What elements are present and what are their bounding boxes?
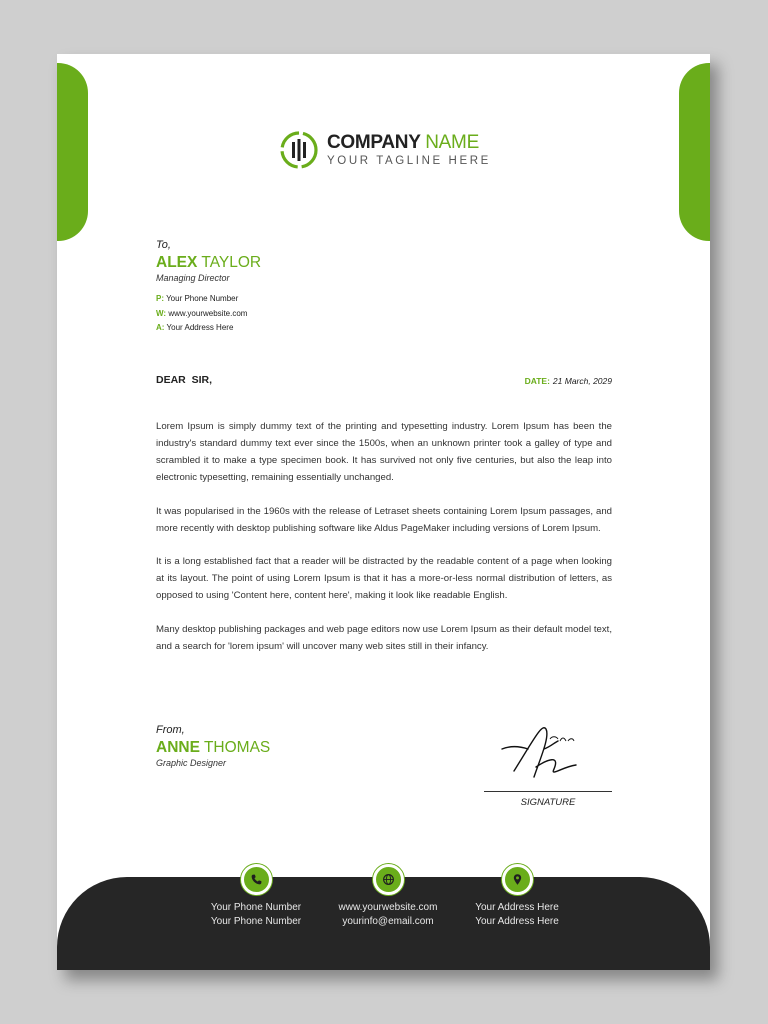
letter-body [156,418,612,671]
right-green-tab [679,63,710,241]
signature-label: SIGNATURE [520,797,576,808]
footer-phone-line2: Your Phone Number [210,915,302,927]
recipient-phone: P: Your Phone Number [156,294,239,303]
footer-address-line2: Your Address Here [475,915,559,927]
footer-phone [186,864,326,928]
body-paragraph: Lorem Ipsum is simply dummy text of the printing and typesetting industry. Lorem Ipsum has been the industry's standard dummy text ever since the 1500s, when an unknown printer took a galley of type and scrambled it to make a type specimen book. It has survived not only five centuries, but also the leap into electronic typesetting, remaining essentially unchanged. [156,421,612,483]
body-paragraph: It is a long established fact that a reader will be distracted by the readable content of a page when looking at its layout. The point of using Lorem Ipsum is that it has a more-or-less normal distribution of letters, as opposed to using 'Content here, content here', making it look like readable English. [156,556,612,601]
footer-website: www.yourwebsite.com [338,902,438,913]
phone-icon [241,864,272,895]
letter-date: DATE: 21 March, 2029 [524,376,612,386]
footer-phone-line1: Your Phone Number [210,902,302,913]
recipient-contact [156,292,261,336]
sender-block [156,724,270,768]
letterhead-sheet [57,54,710,970]
footer-web [318,864,458,928]
handwritten-signature [484,719,612,791]
recipient-address: A: Your Address Here [156,323,234,332]
bars-in-circle-logo-icon [279,130,319,170]
recipient-name: ALEX TAYLOR [156,254,262,271]
company-name: COMPANY NAME [327,131,479,153]
signature-block [484,719,612,808]
left-green-tab [57,63,88,241]
location-pin-icon [502,864,533,895]
sender-name: ANNE THOMAS [156,739,271,756]
footer-address [447,864,587,928]
body-paragraph: Many desktop publishing packages and web page editors now use Lorem Ipsum as their default model text, and a search for 'lorem ipsum' will uncover many web sites still in their infancy. [156,623,612,652]
footer-email: yourinfo@email.com [342,915,434,927]
recipient-block [156,239,261,336]
salutation: DEAR SIR, [156,374,213,386]
recipient-web: W: www.yourwebsite.com [156,308,248,318]
body-paragraph: It was popularised in the 1960s with the release of Letraset sheets containing Lorem Ipsum passages, and more recently with desktop publishing software like Aldus PageMaker including versions of Lorem Ipsum. [156,505,612,534]
from-label: From, [156,724,185,736]
to-label: To, [156,239,171,251]
sender-title: Graphic Designer [156,758,227,768]
company-tagline: YOUR TAGLINE HERE [327,154,491,167]
footer-address-line1: Your Address Here [475,902,559,913]
globe-icon [373,864,404,895]
recipient-title: Managing Director [156,273,230,283]
signature-line [484,791,612,792]
company-logo [279,130,491,170]
